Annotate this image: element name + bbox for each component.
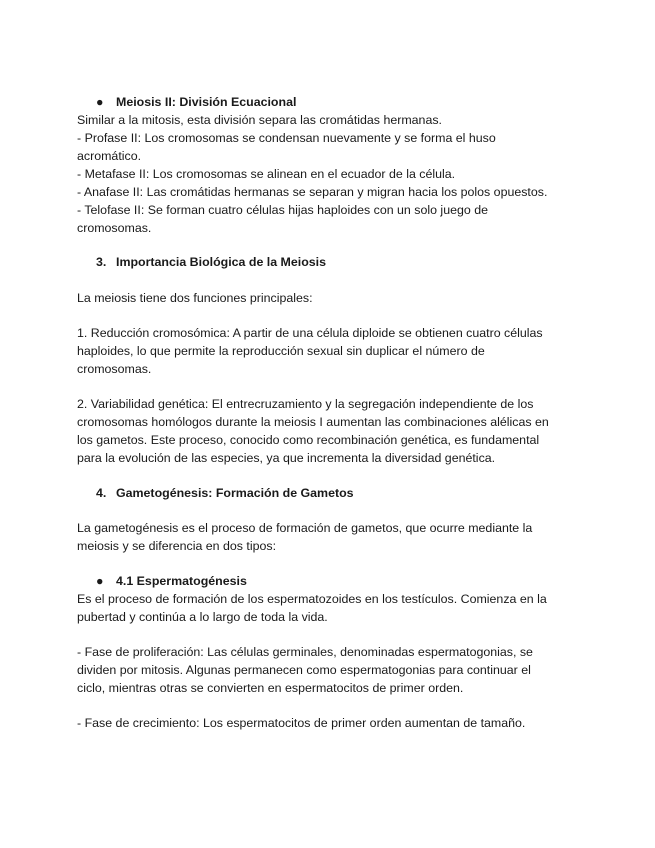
section-number: 4. [96, 486, 107, 500]
paragraph-line: - Metafase II: Los cromosomas se alinean en el ecuador de la célula. [77, 167, 456, 181]
section3-point2 [77, 395, 582, 467]
paragraph-line: para la evolución de las especies, ya que incrementa la diversidad genética. [77, 451, 496, 465]
spermatogenesis-body [77, 590, 582, 626]
paragraph-line: haploides, lo que permite la reproducción sexual sin duplicar el número de [77, 344, 485, 358]
paragraph-line: Similar a la mitosis, esta división separa las cromátidas hermanas. [77, 113, 442, 127]
paragraph-line: cromosomas. [77, 362, 152, 376]
paragraph-line: cromosomas homólogos durante la meiosis I aumentan las combinaciones alélicas en [77, 415, 549, 429]
meiosis2-title: Meiosis II: División Ecuacional [116, 95, 297, 109]
meiosis2-body [77, 111, 582, 237]
paragraph-line: - Profase II: Los cromosomas se condensan nuevamente y se forma el huso [77, 131, 496, 145]
growth-phase [77, 714, 582, 732]
section4-intro [77, 519, 582, 555]
section-number: 3. [96, 255, 107, 269]
section3-intro [77, 289, 582, 307]
bullet-icon: ● [96, 574, 104, 588]
spermatogenesis-heading [96, 572, 247, 590]
paragraph-line: Es el proceso de formación de los espermatozoides en los testículos. Comienza en la [77, 592, 547, 606]
paragraph-line: La meiosis tiene dos funciones principales: [77, 291, 313, 305]
section3-heading [96, 253, 326, 271]
bullet-icon: ● [96, 95, 104, 109]
proliferation-phase [77, 643, 582, 697]
section4-title: Gametogénesis: Formación de Gametos [116, 486, 354, 500]
paragraph-line: La gametogénesis es el proceso de formación de gametos, que ocurre mediante la [77, 521, 533, 535]
section3-title: Importancia Biológica de la Meiosis [116, 255, 327, 269]
paragraph-line: - Telofase II: Se forman cuatro células hijas haploides con un solo juego de [77, 203, 488, 217]
paragraph-line: ciclo, mientras otras se convierten en espermatocitos de primer orden. [77, 681, 464, 695]
paragraph-line: - Fase de crecimiento: Los espermatocitos de primer orden aumentan de tamaño. [77, 716, 526, 730]
paragraph-line: acromático. [77, 149, 142, 163]
paragraph-line: - Fase de proliferación: Las células germinales, denominadas espermatogonias, se [77, 645, 533, 659]
paragraph-line: pubertad y continúa a lo largo de toda la vida. [77, 610, 328, 624]
paragraph-line: meiosis y se diferencia en dos tipos: [77, 539, 277, 553]
meiosis2-heading [96, 93, 296, 111]
paragraph-line: los gametos. Este proceso, conocido como recombinación genética, es fundamental [77, 433, 540, 447]
paragraph-line: 1. Reducción cromosómica: A partir de una célula diploide se obtienen cuatro células [77, 326, 543, 340]
spermatogenesis-title: 4.1 Espermatogénesis [116, 574, 247, 588]
section4-heading [96, 484, 354, 502]
paragraph-line: - Anafase II: Las cromátidas hermanas se separan y migran hacia los polos opuestos. [77, 185, 548, 199]
paragraph-line: cromosomas. [77, 221, 152, 235]
paragraph-line: dividen por mitosis. Algunas permanecen como espermatogonias para continuar el [77, 663, 531, 677]
paragraph-line: 2. Variabilidad genética: El entrecruzamiento y la segregación independiente de los [77, 397, 534, 411]
section3-point1 [77, 324, 582, 378]
